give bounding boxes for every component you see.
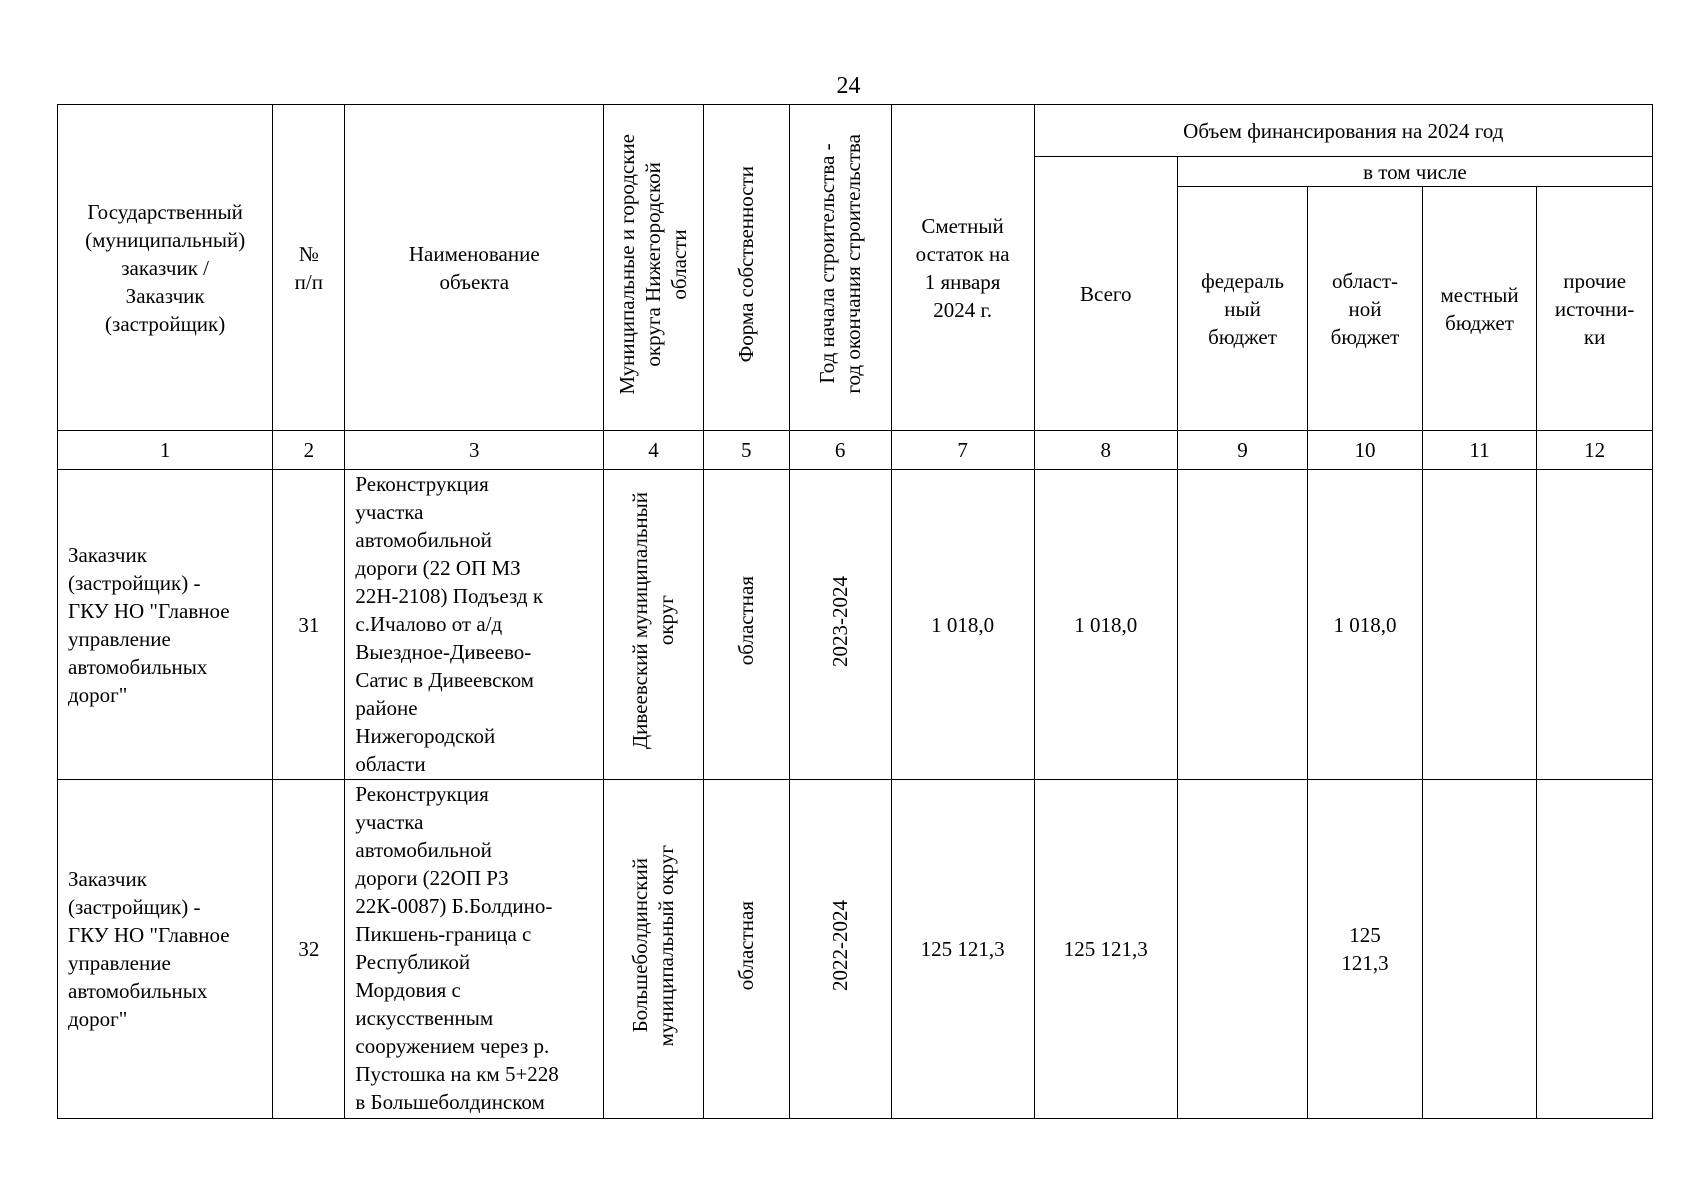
header-object-name: Наименование объекта xyxy=(345,105,604,431)
row-total: 125 121,3 xyxy=(1034,780,1177,1119)
row-regional: 125 121,3 xyxy=(1308,780,1423,1119)
row-index: 32 xyxy=(273,780,345,1119)
header-ownership: Форма собственности xyxy=(734,165,759,363)
header-other: прочие источни- ки xyxy=(1537,187,1653,431)
row-index: 31 xyxy=(273,470,345,780)
header-including: в том числе xyxy=(1177,157,1652,187)
row-district: Большеболдинский муниципальный округ xyxy=(628,844,679,1047)
row-estimate: 125 121,3 xyxy=(891,780,1034,1119)
column-number: 7 xyxy=(891,431,1034,470)
table-row xyxy=(58,780,1653,1119)
row-ownership-cell xyxy=(703,780,789,1119)
column-number: 5 xyxy=(703,431,789,470)
column-number: 8 xyxy=(1034,431,1177,470)
header-customer: Государственный (муниципальный) заказчик / Заказчик (застройщик) xyxy=(58,105,273,431)
row-customer: Заказчик (застройщик) - ГКУ НО "Главное управление автомобильных дорог" xyxy=(58,470,273,780)
column-numbers-row xyxy=(58,431,1653,470)
table-row xyxy=(58,470,1653,780)
column-number: 9 xyxy=(1177,431,1307,470)
row-district-cell xyxy=(604,470,704,780)
header-estimate: Сметный остаток на 1 января 2024 г. xyxy=(891,105,1034,431)
row-federal xyxy=(1177,780,1307,1119)
row-regional: 1 018,0 xyxy=(1308,470,1423,780)
row-object: Реконструкция участка автомобильной дороги (22ОП РЗ 22К-0087) Б.Болдино- Пикшень-граница с Республикой Мордовия с искусственным сооружением через р. Пустошка на км 5+228 в Большеболдинском xyxy=(345,780,604,1119)
row-customer: Заказчик (застройщик) - ГКУ НО "Главное управление автомобильных дорог" xyxy=(58,780,273,1119)
header-districts: Муниципальные и городские округа Нижегородской области xyxy=(615,133,692,395)
header-row-1 xyxy=(58,105,1653,157)
header-federal: федераль ный бюджет xyxy=(1177,187,1307,431)
row-years: 2023-2024 xyxy=(828,575,853,667)
header-regional: област- ной бюджет xyxy=(1308,187,1423,431)
column-number: 10 xyxy=(1308,431,1423,470)
header-local: местный бюджет xyxy=(1422,187,1537,431)
header-ownership-cell xyxy=(703,105,789,431)
row-district: Дивеевский муниципальный округ xyxy=(628,492,679,750)
header-index: № п/п xyxy=(273,105,345,431)
row-ownership: областная xyxy=(734,576,759,666)
column-number: 12 xyxy=(1537,431,1653,470)
row-years: 2022-2024 xyxy=(828,900,853,991)
column-number: 4 xyxy=(604,431,704,470)
header-years-cell xyxy=(789,105,891,431)
header-districts-cell xyxy=(604,105,704,431)
row-other xyxy=(1537,780,1653,1119)
column-number: 6 xyxy=(789,431,891,470)
header-years: Год начала строительства - год окончания строительства xyxy=(815,134,866,394)
row-local xyxy=(1422,780,1537,1119)
financing-table xyxy=(57,104,1653,1119)
row-ownership-cell xyxy=(703,470,789,780)
header-total: Всего xyxy=(1034,157,1177,431)
row-district-cell xyxy=(604,780,704,1119)
row-years-cell xyxy=(789,470,891,780)
row-years-cell xyxy=(789,780,891,1119)
row-object: Реконструкция участка автомобильной дороги (22 ОП МЗ 22Н-2108) Подъезд к с.Ичалово от а/д Выездное-Дивеево- Сатис в Дивеевском районе Нижегородской области xyxy=(345,470,604,780)
page-number: 24 xyxy=(836,73,861,99)
column-number: 11 xyxy=(1422,431,1537,470)
column-number: 2 xyxy=(273,431,345,470)
row-estimate: 1 018,0 xyxy=(891,470,1034,780)
row-local xyxy=(1422,470,1537,780)
row-other xyxy=(1537,470,1653,780)
row-total: 1 018,0 xyxy=(1034,470,1177,780)
column-number: 3 xyxy=(345,431,604,470)
row-federal xyxy=(1177,470,1307,780)
row-ownership: областная xyxy=(734,900,759,991)
header-funding: Объем финансирования на 2024 год xyxy=(1034,105,1652,157)
column-number: 1 xyxy=(58,431,273,470)
